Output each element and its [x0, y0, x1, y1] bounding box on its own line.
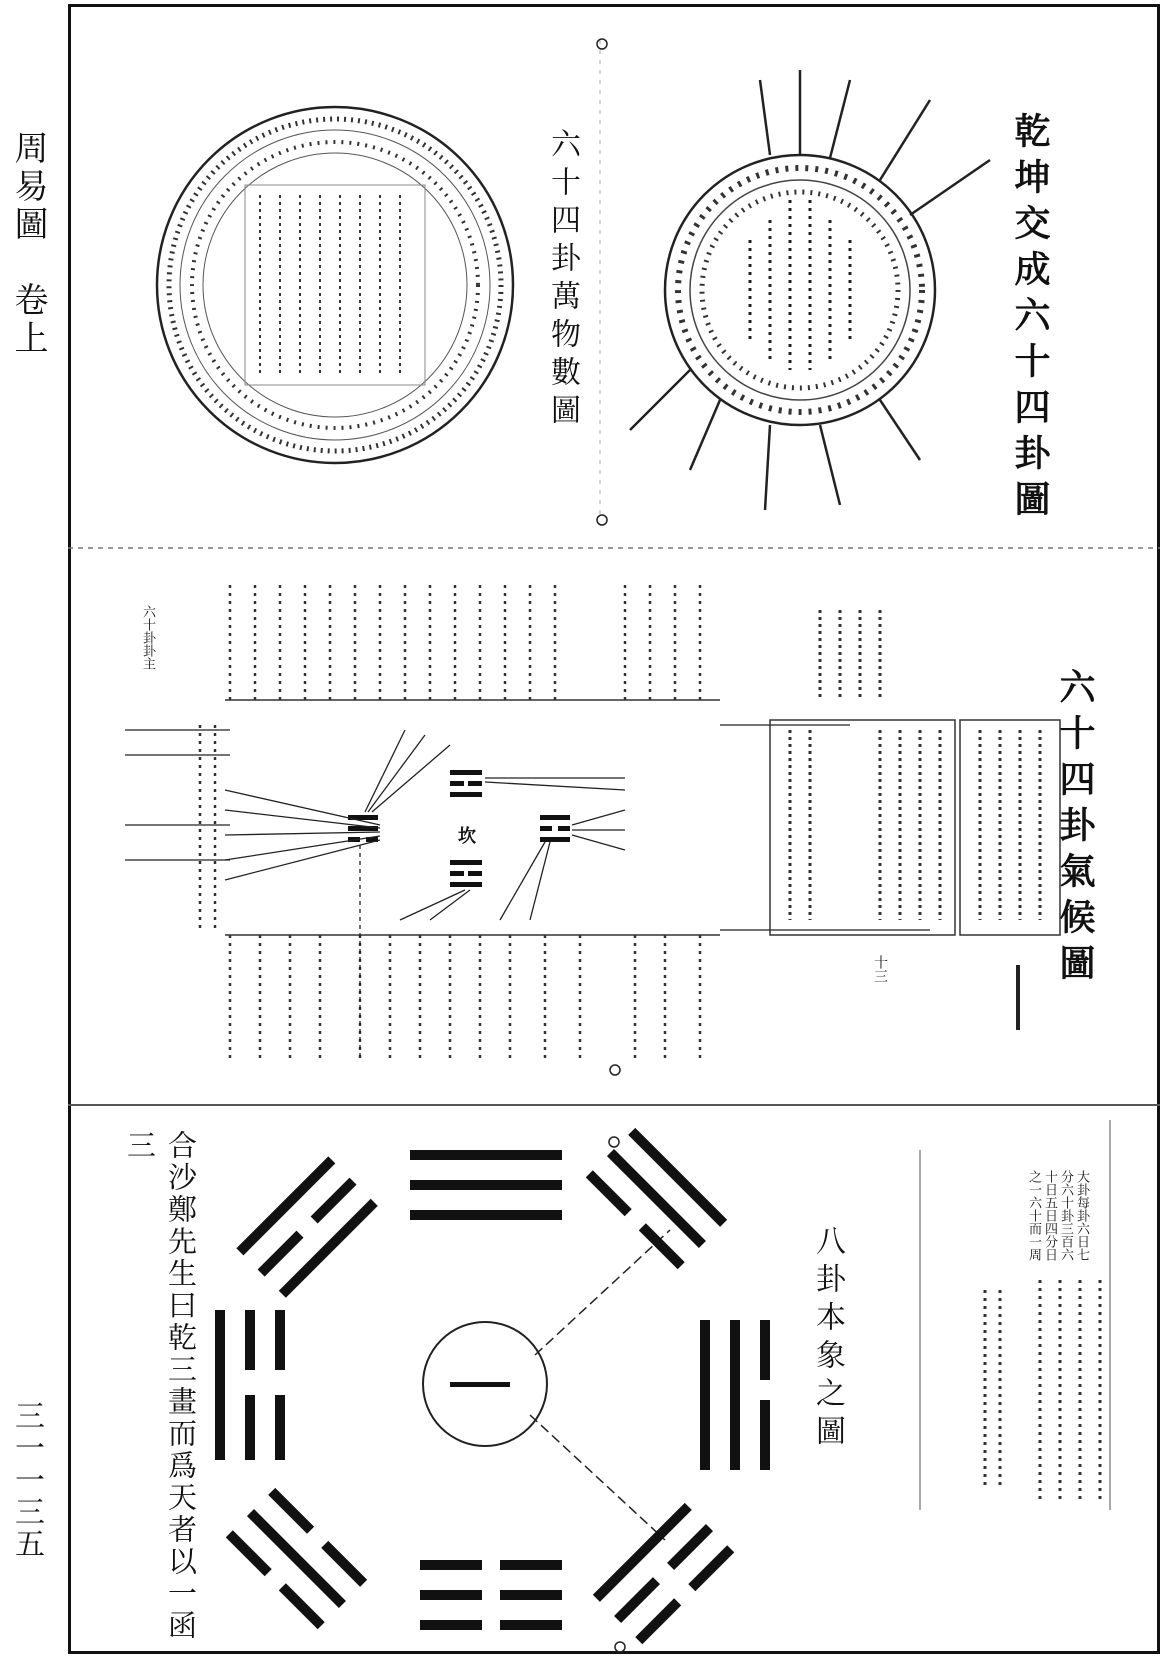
- bagua-top-note: 大卦每卦六日七分六十卦三百六十日五日四分日之一六十而一周: [1026, 1170, 1089, 1261]
- qiankun-circle-diagram: [630, 70, 990, 510]
- left-margin-header: 周易圖 卷上: [8, 130, 48, 358]
- zheng-quote-text: 合沙鄭先生曰乾三畫而爲天者以一函三: [123, 1130, 198, 1642]
- qiankun-diagram-title: 乾坤交成六十四卦圖: [1009, 112, 1051, 526]
- registration-mark: [597, 39, 607, 49]
- bagua-diagram-title: 八卦本象之圖: [810, 1225, 845, 1453]
- qihou-diagram-title: 六十四卦氣候圖: [1054, 668, 1096, 990]
- page-number: 三一一三五: [9, 1400, 44, 1560]
- kan-center-label: 坎: [455, 826, 476, 844]
- registration-mark: [597, 515, 607, 525]
- bagua-octagon: [215, 1120, 1110, 1652]
- wanwu-diagram-title: 六十四卦萬物數圖: [545, 128, 580, 432]
- middle-page-number: 十三: [872, 955, 888, 983]
- wanwu-circle-diagram: [157, 107, 513, 463]
- qihou-diagram: [125, 585, 1060, 1075]
- qihou-side-label: 六十卦卦主: [140, 605, 155, 670]
